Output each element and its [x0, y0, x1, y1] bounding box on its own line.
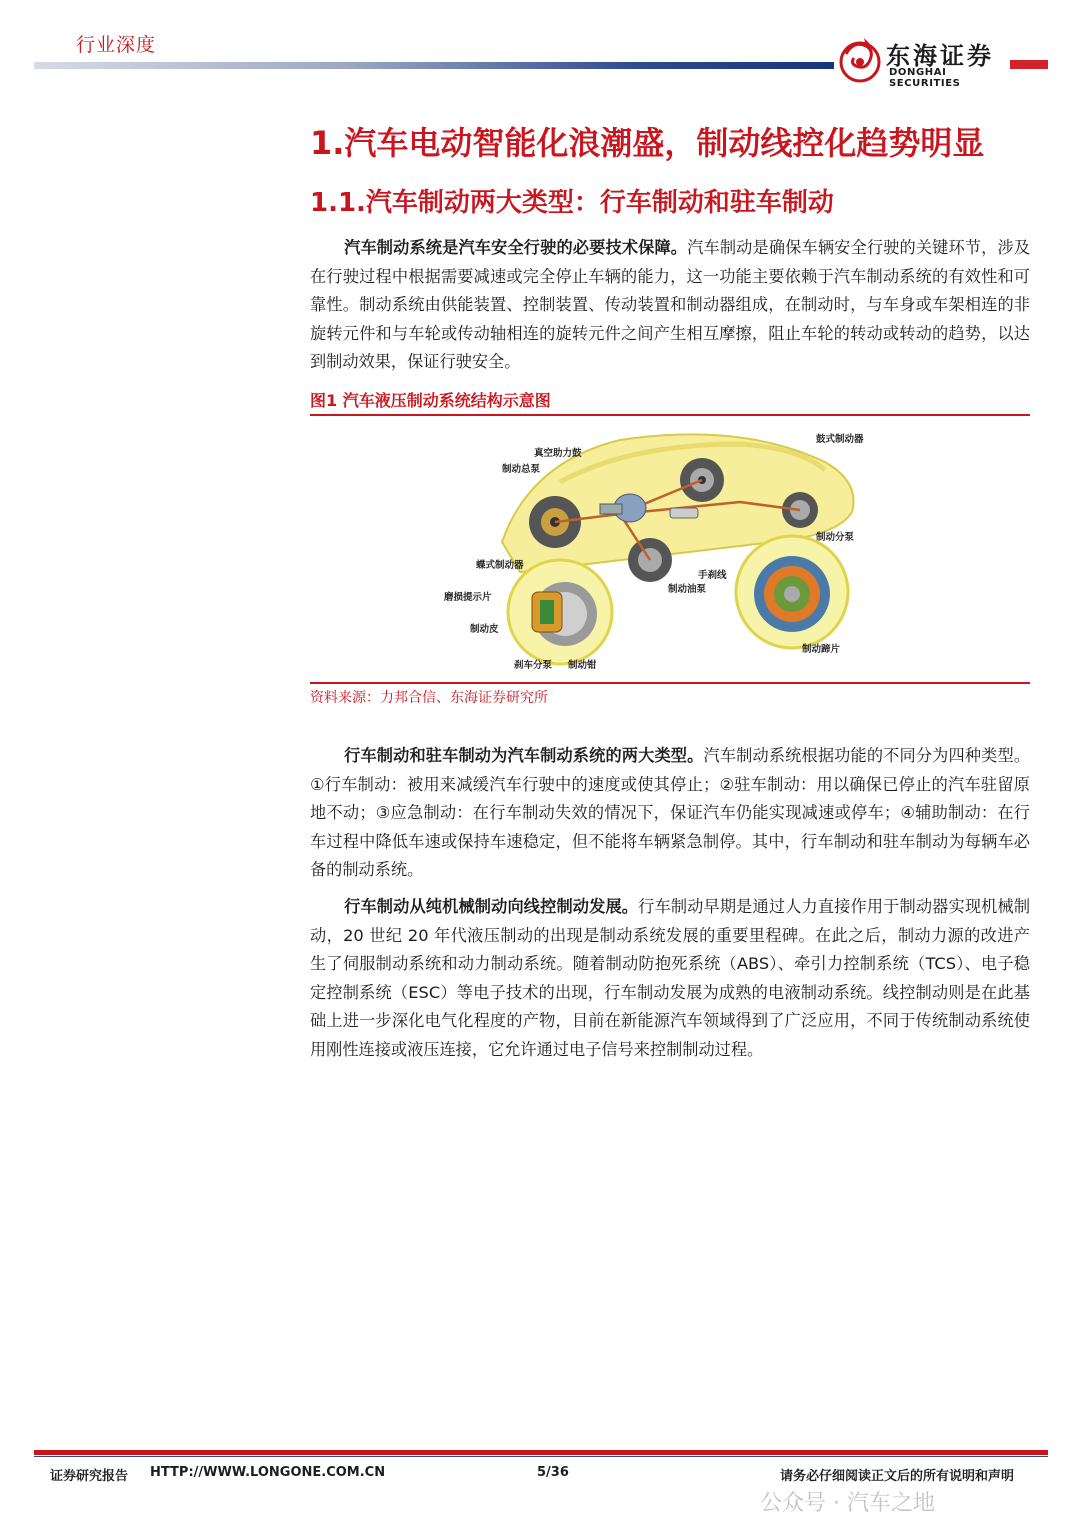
paragraph-body: 汽车制动是确保车辆安全行驶的关键环节，涉及在行驶过程中根据需要减速或完全停止车辆的能力，这一功能主要依赖于汽车制动系统的有效性和可靠性。制动系统由供能装置、控制装置、传动装置和制动器组成，在制动时，与车身或车架相连的非旋转元件和与车轮或传动轴相连的旋转元件之间产生相互摩擦，阻止车轮的转动或转动的趋势，以达到制动效果，保证行驶安全。: [310, 238, 1031, 371]
figure-bottom-rule: [310, 682, 1030, 684]
paragraph-body: 汽车制动系统根据功能的不同分为四种类型。①行车制动：被用来减缓汽车行驶中的速度或使其停止；②驻车制动：用以确保已停止的汽车驻留原地不动；③应急制动：在行车制动失效的情况下，保证汽车仍能实现减速或停车；④辅助制动：在行车过程中降低车速或保持车速稳定，但不能将车辆紧急制停。其中，行车制动和驻车制动为每辆车必备的制动系统。: [310, 746, 1031, 879]
paragraph-body: 行车制动早期是通过人力直接作用于制动器实现机械制动，20 世纪 20 年代液压制动的出现是制动系统发展的重要里程碑。在此之后，制动力源的改进产生了伺服制动系统和动力制动系统。随着制动防抱死系统（ABS）、牵引力控制系统（TCS）、电子稳定控制系统（ESC）等电子技术的出现，行车制动发展为成熟的电液制动系统。线控制动则是在此基础上进一步深化电气化程度的产物，目前在新能源汽车领域得到了广泛应用，不同于传统制动系统使用刚性连接或液压连接，它允许通过电子信号来控制制动过程。: [310, 897, 1031, 1059]
label-brake-shoe: 制动蹄片: [802, 644, 841, 655]
logo-chinese-name: 东海证券: [886, 42, 994, 70]
label-brake-pad: 制动皮: [470, 624, 499, 635]
subsection-title: 1.1.汽车制动两大类型：行车制动和驻车制动: [310, 188, 834, 218]
section-title: 1.汽车电动智能化浪潮盛，制动线控化趋势明显: [310, 124, 985, 162]
label-master-cylinder: 制动总泵: [502, 464, 541, 475]
hydraulic-brake-diagram: [440, 422, 880, 678]
logo-english-name: DONGHAI SECURITIES: [889, 67, 961, 89]
figure-top-rule: [310, 414, 1030, 416]
footer-divider: [34, 1450, 1048, 1455]
label-hand-brake-cable: 手刹线: [698, 570, 727, 581]
footer-website-link[interactable]: HTTP://WWW.LONGONE.COM.CN: [150, 1465, 386, 1480]
watermark: 公众号 · 汽车之地: [760, 1491, 935, 1516]
paragraph-brake-safety: [310, 234, 1030, 377]
figure-title: 图1 汽车液压制动系统结构示意图: [310, 391, 551, 410]
label-wear-indicator: 磨损提示片: [444, 592, 492, 603]
report-type-tag: 行业深度: [76, 34, 157, 56]
paragraph-brake-types: [310, 742, 1030, 885]
header-accent: [1010, 60, 1048, 69]
label-wheel-cylinder: 制动分泵: [816, 532, 855, 543]
footer-divider-thin: [34, 1456, 1048, 1457]
company-logo: [836, 34, 1011, 89]
header-divider: [34, 62, 834, 69]
label-vacuum-booster: 真空助力鼓: [534, 448, 582, 459]
paragraph-lead: 汽车制动系统是汽车安全行驶的必要技术保障。: [344, 238, 688, 257]
label-caliper: 制动钳: [568, 660, 597, 671]
paragraph-lead: 行车制动从纯机械制动向线控制动发展。: [344, 897, 639, 916]
paragraph-brake-evolution: [310, 893, 1030, 1064]
page-number: 5/36: [537, 1465, 569, 1480]
dragon-logo-icon: [836, 34, 884, 86]
footer-disclaimer: 请务必仔细阅读正文后的所有说明和声明: [780, 1469, 1015, 1484]
label-caliper-piston: 刹车分泵: [514, 660, 553, 671]
label-brake-oil-pump: 制动油泵: [668, 584, 707, 595]
drum-brake-zoom: [736, 536, 848, 648]
label-drum-brake: 鼓式制动器: [816, 434, 864, 445]
figure-source: 资料来源：力邦合信、东海证券研究所: [310, 690, 548, 706]
paragraph-lead: 行车制动和驻车制动为汽车制动系统的两大类型。: [344, 746, 704, 765]
disc-brake-zoom: [508, 560, 612, 664]
label-disc-brake: 蝶式制动器: [476, 560, 524, 571]
footer-report-label: 证券研究报告: [50, 1469, 129, 1484]
